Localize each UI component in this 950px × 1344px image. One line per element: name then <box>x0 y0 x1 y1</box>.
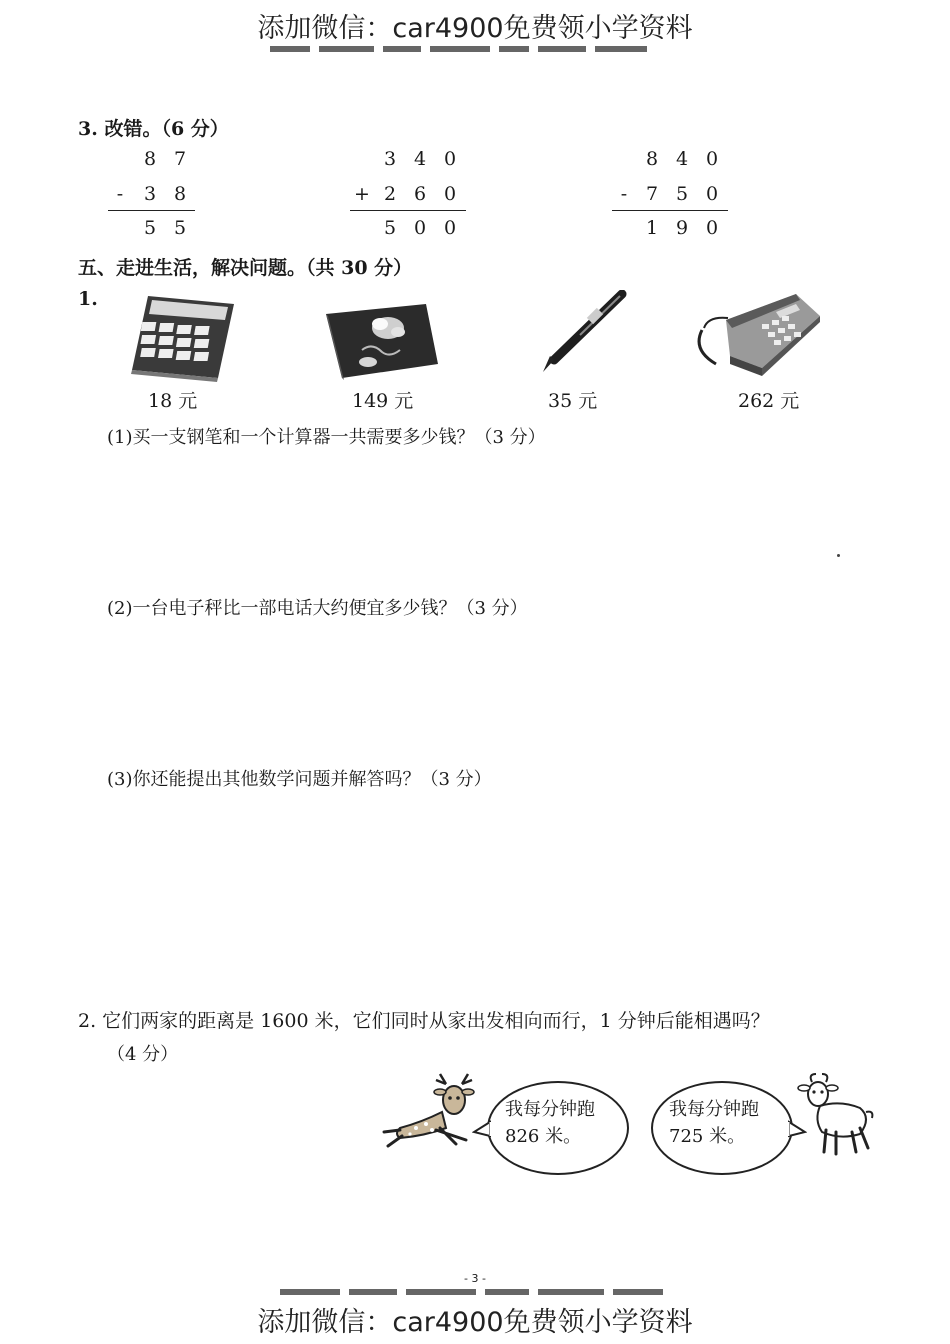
cropped-header-text <box>270 46 690 56</box>
telephone-price: 262 元 <box>738 390 800 412</box>
digit: 4 <box>413 148 427 170</box>
digit: 0 <box>705 148 719 170</box>
sum-line <box>612 210 728 211</box>
digit: 6 <box>413 183 427 205</box>
watermark-top: 添加微信：car4900免费领小学资料 <box>257 13 693 44</box>
fountain-pen-icon <box>540 290 630 374</box>
goat-speech-line1: 我每分钟跑 <box>669 1099 759 1120</box>
digit: 0 <box>443 183 457 205</box>
telephone-icon <box>692 290 824 380</box>
speck <box>837 554 840 557</box>
digit: 0 <box>443 217 457 239</box>
q1-sub2: (2)一台电子秤比一部电话大约便宜多少钱？（3 分） <box>107 598 528 619</box>
watermark-bottom: 添加微信：car4900免费领小学资料 <box>257 1307 693 1338</box>
digit: 4 <box>675 148 689 170</box>
digit: 1 <box>645 217 659 239</box>
section-heading: 五、走进生活，解决问题。（共 30 分） <box>78 257 413 279</box>
digit: 8 <box>173 183 187 205</box>
digit: 8 <box>645 148 659 170</box>
sum-line <box>108 210 195 211</box>
deer-bubble-tail <box>472 1120 494 1140</box>
deer-speech-bubble <box>487 1081 629 1175</box>
digit: 5 <box>383 217 397 239</box>
digit: 9 <box>675 217 689 239</box>
digit: 0 <box>443 148 457 170</box>
operator: + <box>354 183 370 205</box>
sum-line <box>350 210 466 211</box>
cropped-footer-text <box>280 1289 700 1299</box>
deer-speech-line2: 826 米。 <box>505 1126 582 1147</box>
goat-speech-bubble <box>651 1081 793 1175</box>
digit: 0 <box>413 217 427 239</box>
operator: - <box>116 183 124 205</box>
digit: 3 <box>143 183 157 205</box>
q2-line1: 2. 它们两家的距离是 1600 米，它们同时从家出发相向而行，1 分钟后能相遇吗？ <box>78 1010 770 1032</box>
goat-icon <box>796 1072 876 1158</box>
q1-sub3: (3)你还能提出其他数学问题并解答吗？（3 分） <box>107 769 492 790</box>
digit: 7 <box>645 183 659 205</box>
digit: 2 <box>383 183 397 205</box>
page-number: - 3 - <box>464 1272 486 1285</box>
digit: 5 <box>173 217 187 239</box>
q1-sub1: (1)买一支钢笔和一个计算器一共需要多少钱？（3 分） <box>107 427 546 448</box>
operator: - <box>620 183 628 205</box>
q2-line2: （4 分） <box>107 1044 179 1065</box>
digit: 7 <box>173 148 187 170</box>
digit: 0 <box>705 217 719 239</box>
deer-speech-line1: 我每分钟跑 <box>505 1099 595 1120</box>
q3-title: 3. 改错。（6 分） <box>78 118 229 140</box>
digit: 0 <box>705 183 719 205</box>
calculator-price: 18 元 <box>148 390 198 412</box>
calculator-icon <box>126 290 238 382</box>
goat-speech-line2: 725 米。 <box>669 1126 746 1147</box>
q1-number: 1. <box>78 288 98 310</box>
digit: 3 <box>383 148 397 170</box>
scale-price: 149 元 <box>352 390 414 412</box>
electronic-scale-icon <box>322 300 440 380</box>
pen-price: 35 元 <box>548 390 598 412</box>
digit: 5 <box>143 217 157 239</box>
digit: 5 <box>675 183 689 205</box>
digit: 8 <box>143 148 157 170</box>
